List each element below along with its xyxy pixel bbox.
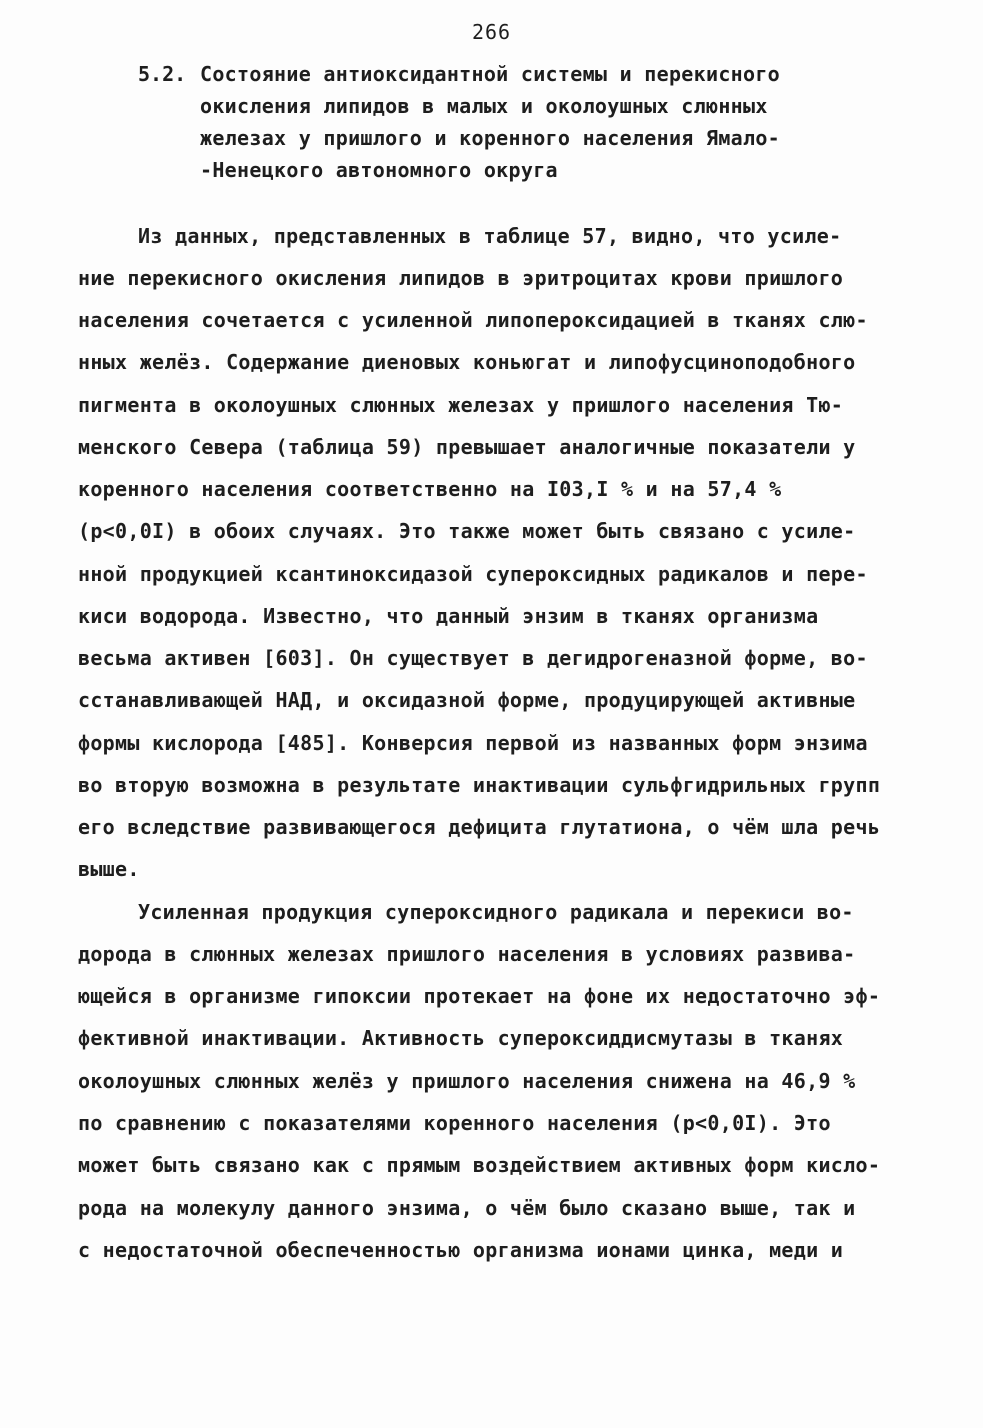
- section-title-line-4: -Ненецкого автономного округа: [200, 158, 558, 182]
- text-line: Из данных, представленных в таблице 57, видно, что усиле-: [138, 224, 842, 248]
- text-line: во вторую возможна в результате инактивации сульфгидрильных групп: [78, 773, 881, 797]
- section-title-line-3: железах у пришлого и коренного населения Ямало-: [200, 126, 781, 150]
- text-line: пигмента в околоушных слюнных железах у пришлого населения Тю-: [78, 393, 844, 417]
- text-line: фективной инактивации. Активность супероксиддисмутазы в тканях: [78, 1026, 844, 1050]
- text-line: формы кислорода [485]. Конверсия первой из названных форм энзима: [78, 731, 868, 755]
- section-title-line-1: Состояние антиоксидантной системы и перекисного: [200, 62, 781, 86]
- text-line: ние перекисного окисления липидов в эритроцитах крови пришлого: [78, 266, 844, 290]
- section-title-line-2: окисления липидов в малых и околоушных слюнных: [200, 94, 768, 118]
- text-line: весьма активен [603]. Он существует в дегидрогеназной форме, во-: [78, 646, 868, 670]
- text-line: сстанавливающей НАД, и оксидазной форме, продуцирующей активные: [78, 688, 856, 712]
- text-line: (p<0,0I) в обоих случаях. Это также может быть связано с усиле-: [78, 519, 856, 543]
- text-line: нной продукцией ксантиноксидазой супероксидных радикалов и пере-: [78, 562, 868, 586]
- text-line: выше.: [78, 857, 140, 881]
- text-line: рода на молекулу данного энзима, о чём было сказано выше, так и: [78, 1196, 856, 1220]
- text-line: по сравнению с показателями коренного населения (p<0,0I). Это: [78, 1111, 831, 1135]
- text-line: киси водорода. Известно, что данный энзим в тканях организма: [78, 604, 819, 628]
- text-line: коренного населения соответственно на I03,I % и на 57,4 %: [78, 477, 782, 501]
- section-number: 5.2.: [138, 62, 187, 86]
- text-line: Усиленная продукция супероксидного радикала и перекиси во-: [138, 900, 854, 924]
- text-line: может быть связано как с прямым воздействием активных форм кисло-: [78, 1153, 881, 1177]
- text-line: нных желёз. Содержание диеновых коньюгат и липофусциноподобного: [78, 350, 856, 374]
- text-line: менского Севера (таблица 59) превышает аналогичные показатели у: [78, 435, 856, 459]
- text-line: населения сочетается с усиленной липопероксидацией в тканях слю-: [78, 308, 868, 332]
- page-number: 266: [471, 20, 512, 44]
- text-line: его вследствие развивающегося дефицита глутатиона, о чём шла речь: [78, 815, 881, 839]
- text-line: с недостаточной обеспеченностью организма ионами цинка, меди и: [78, 1238, 844, 1262]
- text-line: ющейся в организме гипоксии протекает на фоне их недостаточно эф-: [78, 984, 881, 1008]
- text-line: околоушных слюнных желёз у пришлого населения снижена на 46,9 %: [78, 1069, 856, 1093]
- text-line: дорода в слюнных железах пришлого населения в условиях развива-: [78, 942, 856, 966]
